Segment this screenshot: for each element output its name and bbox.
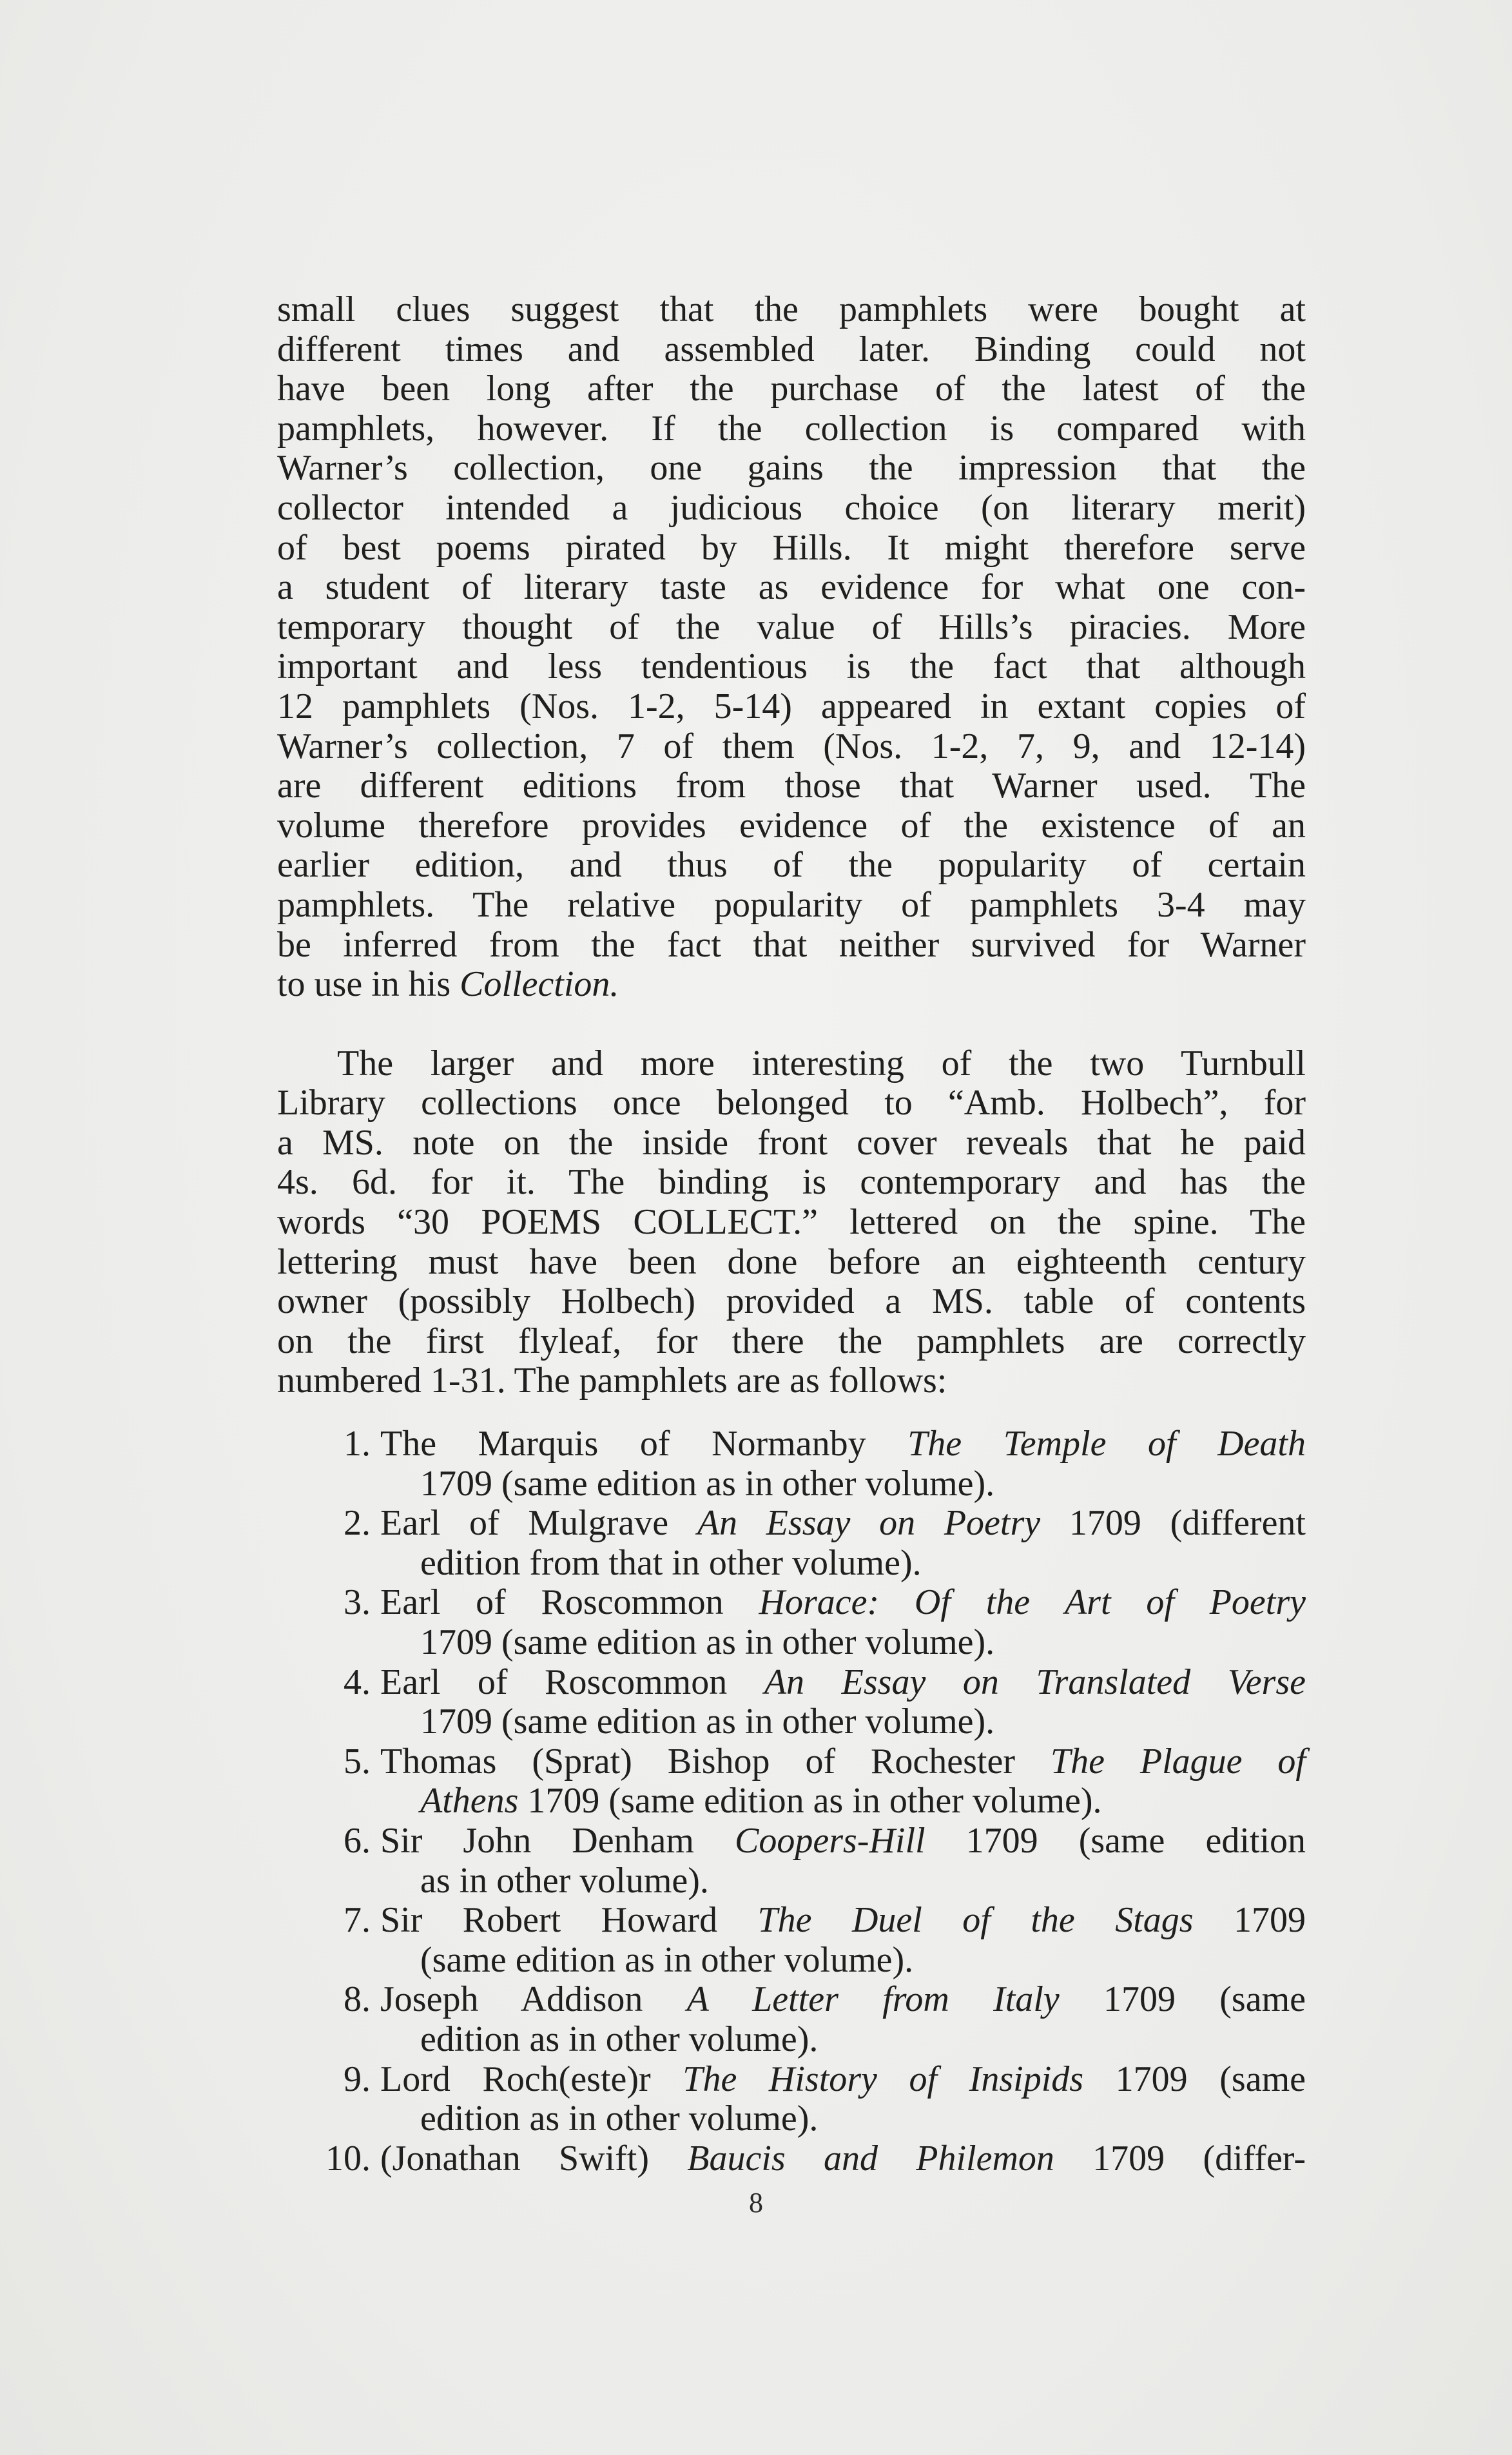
- author-text: Joseph Addison: [380, 1979, 687, 2020]
- work-title: The Temple of Death: [907, 1424, 1306, 1464]
- paragraph-1: [277, 290, 1306, 1005]
- text-line: Warner’s collection, one gains the impression that the: [277, 448, 1306, 489]
- italic-title: Collection.: [460, 964, 619, 1005]
- author-text: Earl of Roscommon: [380, 1662, 764, 1702]
- list-item-first-line: [380, 1980, 1306, 2020]
- text-line: on the first flyleaf, for there the pamphlets are correctly: [277, 1321, 1306, 1361]
- text-line: 12 pamphlets (Nos. 1-2, 5-14) appeared in extant copies of: [277, 686, 1306, 726]
- author-text: (Jonathan Swift): [380, 2138, 688, 2178]
- item-detail-text: edition as in other volume).: [420, 2019, 819, 2059]
- item-detail-text: 1709 (differ-: [1054, 2138, 1306, 2178]
- text-line: of best poems pirated by Hills. It might therefore serve: [277, 527, 1306, 568]
- list-item-number: 1.: [344, 1424, 371, 1464]
- list-item-continuation: [380, 1544, 1306, 1584]
- text-line-last: numbered 1-31. The pamphlets are as follows:: [277, 1361, 947, 1401]
- text-line: earlier edition, and thus of the popularity of certain: [277, 845, 1306, 886]
- item-detail-text: 1709 (different: [1040, 1503, 1306, 1544]
- list-item-body: [380, 1901, 1306, 1980]
- list-item-number: 3.: [344, 1582, 371, 1623]
- list-item-number: 8.: [344, 1979, 371, 2020]
- list-item: [277, 1980, 1306, 2059]
- text-line: 4s. 6d. for it. The binding is contemporary and has the: [277, 1162, 1306, 1203]
- work-title: Horace: Of the Art of Poetry: [759, 1582, 1306, 1623]
- work-title: Athens: [420, 1781, 519, 1821]
- item-detail-text: edition as in other volume).: [420, 2099, 819, 2139]
- list-item-body: [380, 1424, 1306, 1504]
- list-item-continuation: [380, 1861, 1306, 1901]
- work-title: An Essay on Translated Verse: [764, 1662, 1306, 1702]
- text-span: to use in his: [277, 964, 460, 1005]
- list-item-body: [380, 1742, 1306, 1821]
- list-item: [277, 1424, 1306, 1504]
- text-line: are different editions from those that Warner used. The: [277, 766, 1306, 806]
- list-item-first-line: [380, 1424, 1306, 1464]
- list-item-continuation: [380, 2020, 1306, 2060]
- item-detail-text: (same edition as in other volume).: [420, 1939, 914, 1980]
- list-item-number: 4.: [344, 1662, 371, 1702]
- text-line: owner (possibly Holbech) provided a MS. table of contents: [277, 1281, 1306, 1322]
- list-item-number: 6.: [344, 1820, 371, 1861]
- work-title: An Essay on Poetry: [697, 1503, 1041, 1544]
- list-item-continuation: [380, 1623, 1306, 1663]
- list-item-body: [380, 1821, 1306, 1901]
- work-title: A Letter from Italy: [686, 1979, 1060, 2020]
- author-text: Thomas (Sprat) Bishop of Rochester: [380, 1741, 1051, 1781]
- list-item-body: [380, 2139, 1306, 2179]
- list-item-number: 5.: [344, 1741, 371, 1781]
- list-item-continuation: [380, 2099, 1306, 2139]
- text-line: collector intended a judicious choice (on literary merit): [277, 487, 1306, 528]
- list-item-number: 10.: [325, 2138, 371, 2178]
- list-item-body: [380, 1980, 1306, 2059]
- author-text: Lord Roch(este)r: [380, 2059, 683, 2099]
- author-text: The Marquis of Normanby: [380, 1424, 908, 1464]
- text-line: pamphlets, however. If the collection is compared with: [277, 408, 1306, 449]
- list-item: [277, 1821, 1306, 1901]
- author-text: Sir John Denham: [380, 1820, 735, 1861]
- text-line: lettering must have been done before an eighteenth century: [277, 1241, 1306, 1282]
- list-item-continuation: [380, 1702, 1306, 1742]
- text-line: words “30 POEMS COLLECT.” lettered on the spine. The: [277, 1202, 1306, 1243]
- body-text: [277, 290, 1306, 2178]
- text-line: different times and assembled later. Binding could not: [277, 329, 1306, 369]
- text-line: The larger and more interesting of the two Turnbull: [337, 1043, 1306, 1083]
- list-item-continuation: [380, 1941, 1306, 1981]
- page-number: 8: [749, 2187, 763, 2218]
- author-text: Earl of Roscommon: [380, 1582, 759, 1623]
- text-line: Warner’s collection, 7 of them (Nos. 1-2, 7, 9, and 12-14): [277, 726, 1306, 766]
- text-line: be inferred from the fact that neither survived for Warner: [277, 924, 1306, 965]
- list-item-body: [380, 1663, 1306, 1742]
- list-item: [277, 1901, 1306, 1980]
- text-line: volume therefore provides evidence of the existence of an: [277, 805, 1306, 846]
- work-title: Coopers-Hill: [735, 1820, 926, 1861]
- text-line: small clues suggest that the pamphlets were bought at: [277, 289, 1306, 329]
- list-item-number: 2.: [344, 1503, 371, 1544]
- text-line: pamphlets. The relative popularity of pamphlets 3-4 may: [277, 884, 1306, 925]
- work-title: The History of Insipids: [683, 2059, 1084, 2099]
- list-item-body: [380, 1504, 1306, 1583]
- text-line: temporary thought of the value of Hills’s piracies. More: [277, 606, 1306, 647]
- item-detail-text: as in other volume).: [420, 1860, 709, 1901]
- text-line: important and less tendentious is the fact that although: [277, 646, 1306, 687]
- item-detail-text: edition from that in other volume).: [420, 1542, 922, 1583]
- list-item-first-line: [380, 2139, 1306, 2179]
- list-item-continuation: [380, 1464, 1306, 1504]
- item-detail-text: 1709 (same edition as in other volume).: [518, 1781, 1102, 1821]
- list-item-number: 7.: [344, 1900, 371, 1941]
- list-item: [277, 2139, 1306, 2179]
- author-text: Sir Robert Howard: [380, 1900, 758, 1941]
- list-item-first-line: [380, 1663, 1306, 1703]
- author-text: Earl of Mulgrave: [380, 1503, 697, 1544]
- item-detail-text: 1709 (same edition as in other volume).: [420, 1702, 995, 1742]
- list-item-body: [380, 2060, 1306, 2139]
- list-item: [277, 1583, 1306, 1662]
- list-item-continuation: [380, 1781, 1306, 1821]
- item-detail-text: 1709: [1193, 1900, 1306, 1941]
- work-title: Baucis and Philemon: [687, 2138, 1054, 2178]
- list-item-body: [380, 1583, 1306, 1662]
- item-detail-text: 1709 (same: [1083, 2059, 1306, 2099]
- item-detail-text: 1709 (same: [1059, 1979, 1306, 2020]
- text-line: a MS. note on the inside front cover reveals that he paid: [277, 1122, 1306, 1163]
- text-line: have been long after the purchase of the latest of the: [277, 369, 1306, 409]
- list-item-number: 9.: [344, 2059, 371, 2099]
- text-line: a student of literary taste as evidence for what one con-: [277, 567, 1306, 608]
- list-item: [277, 1663, 1306, 1742]
- list-item: [277, 1504, 1306, 1583]
- list-item-first-line: [380, 2060, 1306, 2100]
- work-title: The Plague of: [1050, 1741, 1306, 1781]
- text-line-last: [277, 965, 1306, 1005]
- work-title: The Duel of the Stags: [757, 1900, 1194, 1941]
- list-item-first-line: [380, 1901, 1306, 1941]
- list-item: [277, 2060, 1306, 2139]
- list-item-first-line: [380, 1821, 1306, 1861]
- list-item-first-line: [380, 1504, 1306, 1544]
- list-item-first-line: [380, 1583, 1306, 1623]
- text-line: Library collections once belonged to “Amb. Holbech”, for: [277, 1083, 1306, 1123]
- list-item: [277, 1742, 1306, 1821]
- pamphlet-list: [277, 1424, 1306, 2178]
- item-detail-text: 1709 (same edition as in other volume).: [420, 1622, 995, 1662]
- paragraph-2: [277, 1044, 1306, 1401]
- item-detail-text: 1709 (same edition as in other volume).: [420, 1463, 995, 1504]
- list-item-first-line: [380, 1742, 1306, 1782]
- item-detail-text: 1709 (same edition: [925, 1820, 1306, 1861]
